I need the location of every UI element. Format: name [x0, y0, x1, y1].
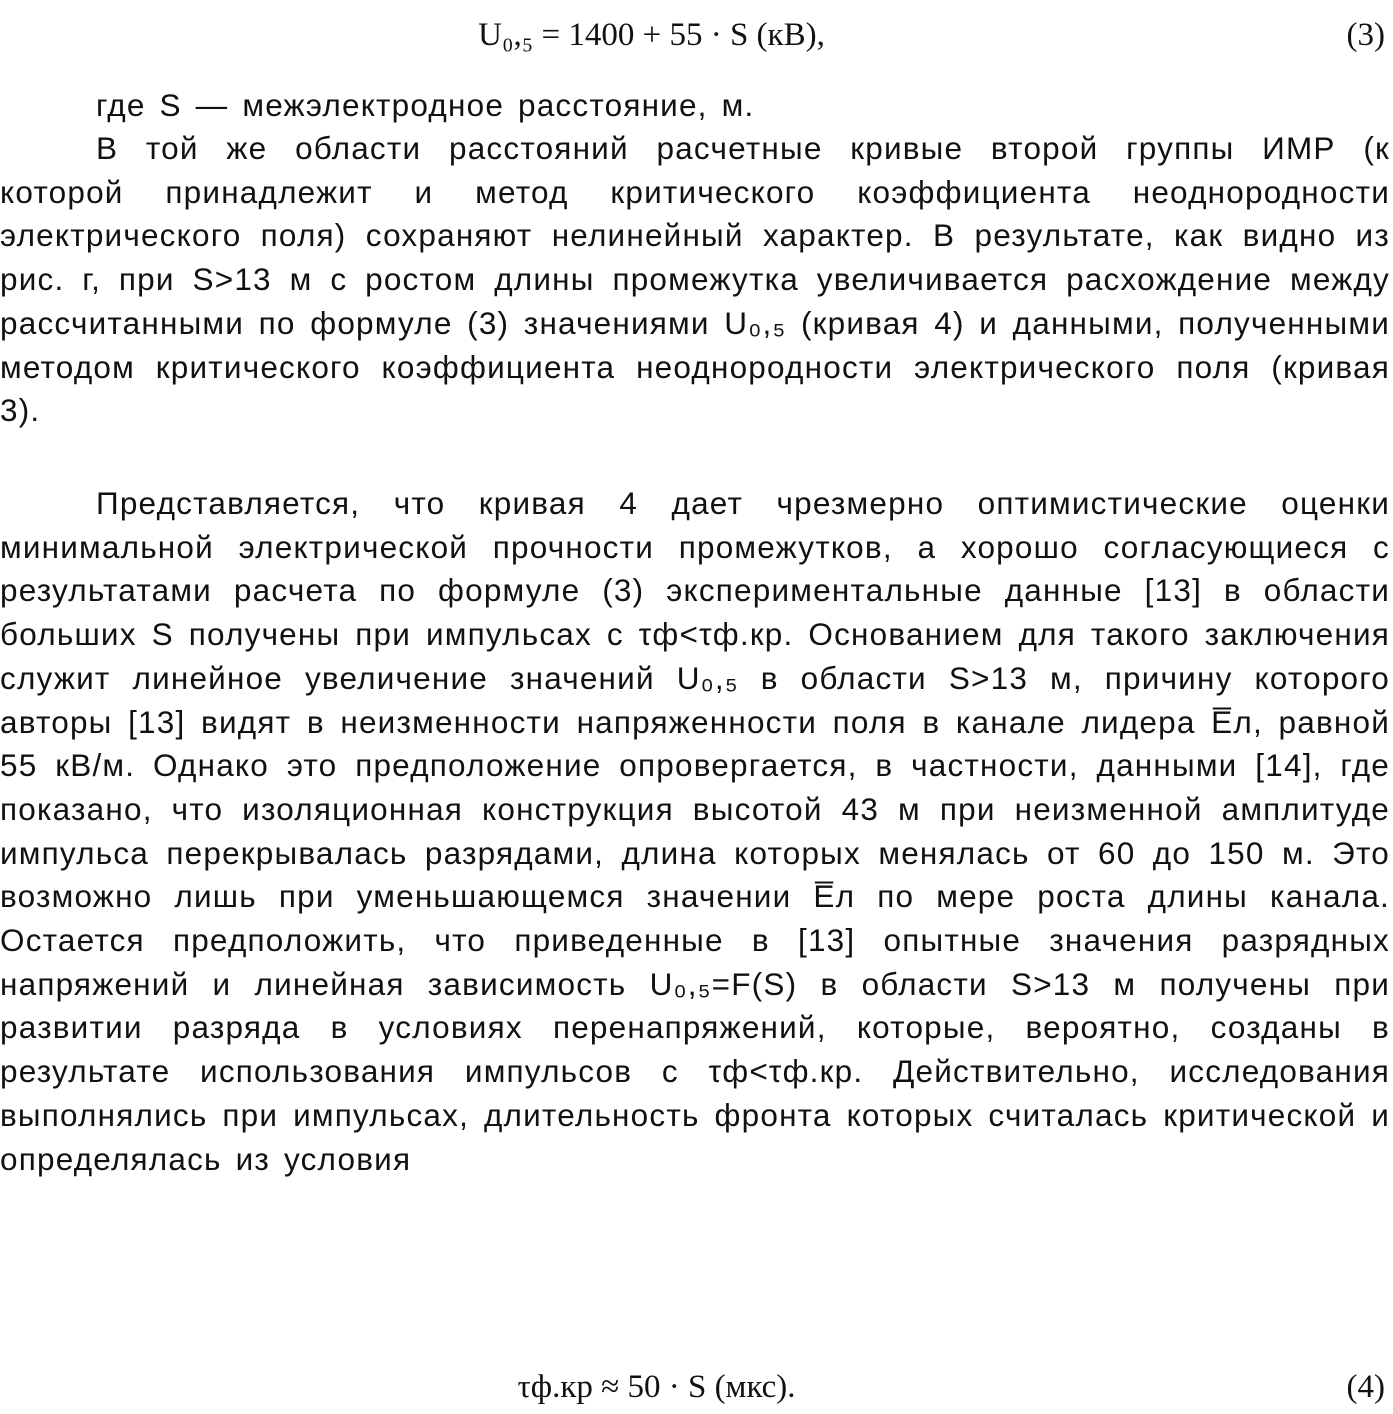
formula-4-expression: τф.кр ≈ 50 · S (мкс).: [517, 1369, 796, 1405]
formula-4-number: (4): [1346, 1369, 1385, 1405]
formula-3-number: (3): [1346, 17, 1385, 53]
formula-3-expression: U₀,₅ = 1400 + 55 · S (кВ),: [478, 17, 825, 53]
paragraph-second-group-curves: В той же области расстояний расчетные кривые второй группы ИМР (к которой принадлежит и метод критического коэффициента неоднородности электрического поля) сохраняют нелинейный характер. В результате, как видно из рис. г, при S>13 м с ростом длины промежутка увеличивается расхождение между рассчитанными по формуле (3) значениями U₀,₅ (кривая 4) и данными, полученными методом критического коэффициента неоднородности электрического поля (кривая 3).: [0, 130, 1390, 429]
formula-3: [0, 10, 1393, 60]
paragraph-definition-s: где S — межэлектродное расстояние, м.: [96, 87, 755, 123]
formula-4: [0, 1362, 1393, 1412]
paragraph-curve-4-assessment: Представляется, что кривая 4 дает чрезмерно оптимистические оценки минимальной электрической прочности промежутков, а хорошо согласующиеся с результатами расчета по формуле (3) экспериментальные данные [13] в области больших S получены при импульсах с τф<τф.кр. Основанием для такого заключения служит линейное увеличение значений U₀,₅ в области S>13 м, причину которого авторы [13] видят в неизменности напряженности поля в канале лидера E̅л, равной 55 кВ/м. Однако это предположение опровергается, в частности, данными [14], где показано, что изоляционная конструкция высотой 43 м при неизменной амплитуде импульса перекрывалась разрядами, длина которых менялась от 60 до 150 м. Это возможно лишь при уменьшающемся значении E̅л по мере роста длины канала. Остается предположить, что приведенные в [13] опытные значения разрядных напряжений и линейная зависимость U₀,₅=F(S) в области S>13 м получены при развитии разряда в условиях перенапряжений, которые, вероятно, созданы в результате использования импульсов с τф<τф.кр. Действительно, исследования выполнялись при импульсах, длительность фронта которых считалась критической и определялась из условия: [0, 485, 1390, 1177]
